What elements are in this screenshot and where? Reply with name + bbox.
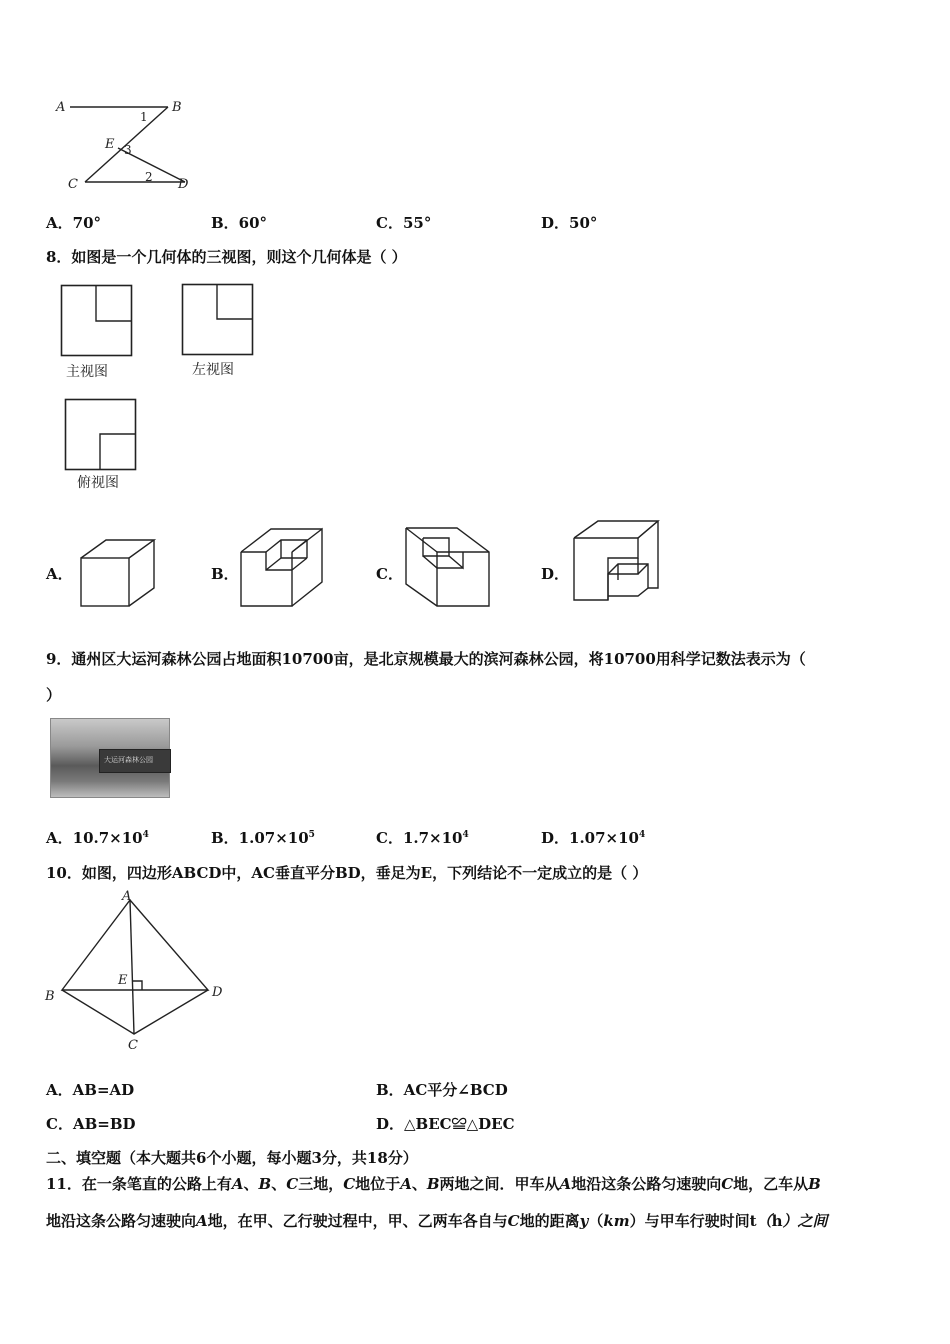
q8-option-c-label[interactable]: C． xyxy=(376,565,403,583)
q10-label-c: C xyxy=(128,1038,138,1053)
q8-option-a-label[interactable]: A． xyxy=(46,565,73,583)
q11-l2-p1: A xyxy=(196,1212,208,1230)
q11-l1-p3: B xyxy=(258,1175,272,1193)
left-view-figure xyxy=(181,283,257,357)
q10-label-d: D xyxy=(212,985,223,1000)
angle-3-label: 3 xyxy=(124,143,132,157)
q7-option-a[interactable]: A．70° xyxy=(46,214,102,232)
q8-option-a-cube[interactable] xyxy=(78,536,162,610)
q9-option-c-exp: 4 xyxy=(462,830,469,840)
q11-l1-p1: A xyxy=(231,1175,244,1193)
q11-l1-p0: 11．在一条笔直的公路上有 xyxy=(46,1175,232,1193)
q11-l1-p6: 三地， xyxy=(298,1175,344,1193)
q10-figure xyxy=(40,886,240,1056)
q11-l2-p2: 地，在甲、乙行驶过程中，甲、乙两车各自与 xyxy=(207,1212,508,1230)
q11-l1-p4: 、 xyxy=(271,1175,287,1193)
q11-l2-p7: km xyxy=(603,1212,630,1230)
q9-option-a-exp: 4 xyxy=(142,830,149,840)
q10-label-a: A xyxy=(122,889,132,904)
q10-option-d[interactable]: D．△BEC≌△DEC xyxy=(376,1115,515,1133)
q11-l2-p9: t xyxy=(749,1212,757,1230)
q9-option-b-exp: 5 xyxy=(308,830,315,840)
q9-question-line1: 9．通州区大运河森林公园占地面积10700亩，是北京规模最大的滨河森林公园，将10700用科学记数法表示为（ xyxy=(46,650,806,668)
q11-l2-p0: 地沿这条公路匀速驶向 xyxy=(46,1212,197,1230)
q10-option-b[interactable]: B．AC平分∠BCD xyxy=(376,1081,508,1099)
q9-option-d-exp: 4 xyxy=(638,830,646,840)
front-view-caption: 主视图 xyxy=(66,364,108,380)
q9-question-line2: ） xyxy=(46,686,62,704)
top-view-figure xyxy=(64,398,140,472)
q11-l2-p5: y xyxy=(579,1212,589,1230)
q8-option-b-solid[interactable] xyxy=(238,526,330,610)
label-d: D xyxy=(178,177,189,192)
q8-option-b-label[interactable]: B． xyxy=(211,565,239,583)
q11-line1 xyxy=(46,1173,821,1194)
q11-l1-p12: 两地之间．甲车从 xyxy=(439,1175,560,1193)
q9-option-c[interactable] xyxy=(376,827,469,848)
q11-l2-p6: （ xyxy=(588,1212,604,1230)
q11-l1-p15: C xyxy=(721,1175,734,1193)
q11-l1-p11: B xyxy=(426,1175,440,1193)
q11-l1-p16: 地，乙车从 xyxy=(733,1175,809,1193)
q11-l2-p11: h xyxy=(771,1212,783,1230)
q9-option-c-mantissa: C．1.7×10 xyxy=(376,829,463,847)
q11-l1-p7: C xyxy=(343,1175,356,1193)
q10-question: 10．如图，四边形ABCD中，AC垂直平分BD，垂足为E，下列结论不一定成立的是（ ） xyxy=(46,864,648,882)
q11-l1-p17: B xyxy=(808,1175,821,1193)
park-sign-text: 大运河森林公园 xyxy=(104,756,153,764)
q9-option-d[interactable] xyxy=(541,827,645,848)
angle-2-label: 2 xyxy=(145,170,153,184)
park-photo xyxy=(50,718,170,798)
q10-option-a[interactable]: A．AB=AD xyxy=(46,1081,135,1099)
label-e: E xyxy=(105,137,115,152)
q9-option-d-mantissa: D．1.07×10 xyxy=(541,829,639,847)
angle-1-label: 1 xyxy=(140,110,148,124)
q10-label-e: E xyxy=(118,973,128,988)
q9-option-a[interactable] xyxy=(46,827,149,848)
section2-heading: 二、填空题（本大题共6个小题，每小题3分，共18分） xyxy=(46,1149,418,1167)
q11-line2 xyxy=(46,1210,828,1231)
q8-question: 8．如图是一个几何体的三视图，则这个几何体是（ ） xyxy=(46,248,407,266)
q7-option-b[interactable]: B．60° xyxy=(211,214,268,232)
q7-option-c[interactable]: C．55° xyxy=(376,214,432,232)
q11-l1-p9: A xyxy=(400,1175,412,1193)
front-view-figure xyxy=(60,284,136,358)
q10-label-b: B xyxy=(45,989,55,1004)
q11-l1-p5: C xyxy=(286,1175,299,1193)
label-a: A xyxy=(56,100,66,115)
park-sign xyxy=(99,749,171,773)
q8-option-c-solid[interactable] xyxy=(403,524,495,610)
q11-l1-p13: A xyxy=(559,1175,572,1193)
q11-l2-p10: （ xyxy=(756,1212,772,1230)
q11-l1-p10: 、 xyxy=(411,1175,427,1193)
q8-option-d-label[interactable]: D． xyxy=(541,565,570,583)
q9-option-a-mantissa: A．10.7×10 xyxy=(46,829,143,847)
q9-option-b[interactable] xyxy=(211,827,315,848)
q7-figure xyxy=(50,92,210,192)
label-c: C xyxy=(68,177,78,192)
label-b: B xyxy=(172,100,182,115)
top-view-caption: 俯视图 xyxy=(77,475,119,491)
q11-l2-p12: ）之间 xyxy=(782,1212,828,1230)
q11-l1-p8: 地位于 xyxy=(355,1175,401,1193)
q7-option-d[interactable]: D．50° xyxy=(541,214,598,232)
q11-l2-p8: ）与甲车行驶时间 xyxy=(629,1212,750,1230)
q9-option-b-mantissa: B．1.07×10 xyxy=(211,829,309,847)
q11-l1-p2: 、 xyxy=(243,1175,259,1193)
q11-l2-p4: 地的距离 xyxy=(519,1212,580,1230)
left-view-caption: 左视图 xyxy=(192,362,234,378)
q11-l2-p3: C xyxy=(507,1212,520,1230)
q11-l1-p14: 地沿这条公路匀速驶向 xyxy=(571,1175,722,1193)
q10-option-c[interactable]: C．AB=BD xyxy=(46,1115,136,1133)
q8-option-d-solid[interactable] xyxy=(570,518,662,604)
